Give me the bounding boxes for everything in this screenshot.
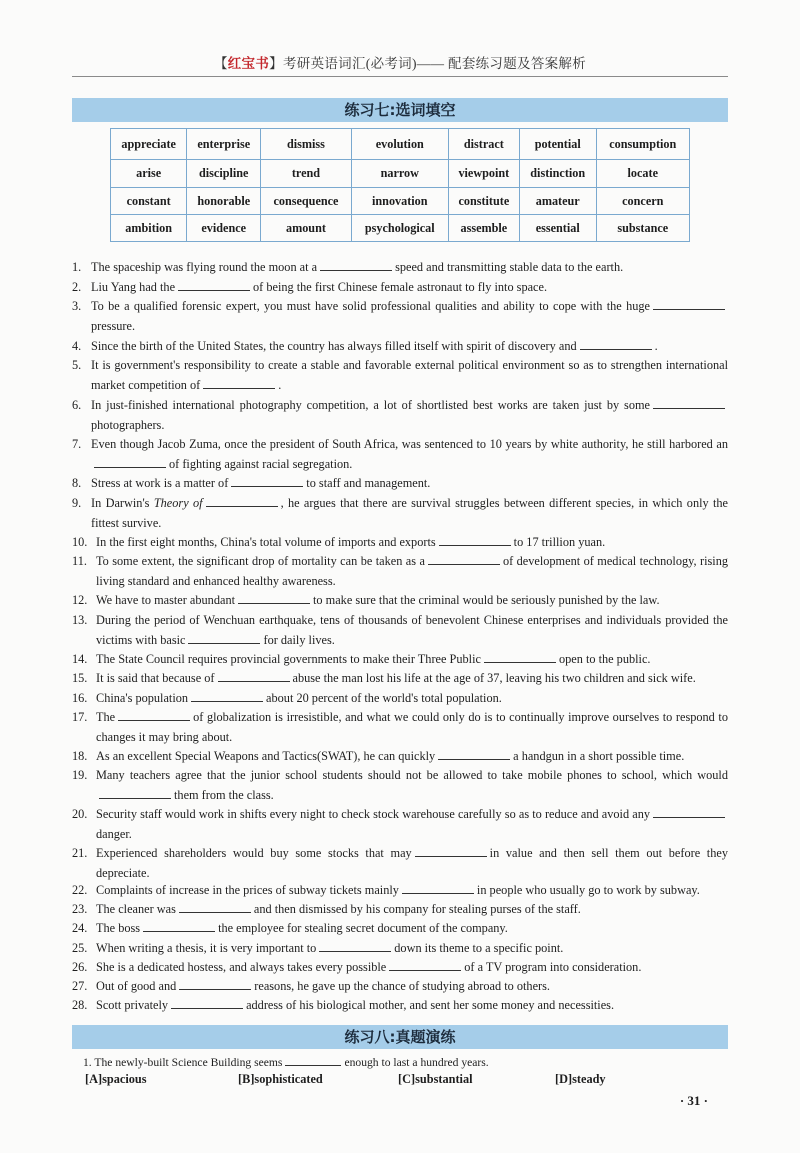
- answer-blank[interactable]: [415, 844, 487, 857]
- question-number: 6.: [72, 398, 82, 412]
- word-bank-cell: substance: [596, 215, 689, 242]
- word-bank-cell: evolution: [351, 129, 448, 160]
- question-item: 27. Out of good and reasons, he gave up the chance of studying abroad to others.: [72, 977, 728, 997]
- question-number: 11.: [72, 554, 87, 568]
- option-a[interactable]: [A]spacious: [85, 1072, 147, 1086]
- word-bank-cell: distract: [448, 129, 519, 160]
- word-bank-cell: concern: [596, 188, 689, 215]
- book-title: 【红宝书】考研英语词汇(必考词)—— 配套练习题及答案解析: [213, 56, 587, 71]
- question-item: 7. Even though Jacob Zuma, once the president of South Africa, was sentenced to 10 years by white authority, he still harbored anof fighting against racial segregation.: [72, 437, 728, 471]
- question-number: 22.: [72, 883, 88, 897]
- word-bank-row: [111, 160, 690, 188]
- brand-name: 红宝书: [227, 56, 270, 71]
- question-number: 9.: [72, 496, 82, 510]
- question-number: 24.: [72, 921, 88, 935]
- word-bank-cell: trend: [261, 160, 352, 188]
- question-item: 20. Security staff would work in shifts every night to check stock warehouse carefully so as to reduce and avoid anydanger.: [72, 805, 728, 844]
- question-item: 15. It is said that because of abuse the man lost his life at the age of 37, leaving his two children and sick wife.: [72, 669, 728, 689]
- answer-blank[interactable]: [438, 747, 510, 760]
- question-item: 28. Scott privately address of his biological mother, and sent her some money and necessities.: [72, 996, 728, 1016]
- question-item: 6. In just-finished international photography competition, a lot of shortlisted best works are taken just by somephotographers.: [72, 396, 728, 435]
- word-bank-row: [111, 188, 690, 215]
- answer-blank[interactable]: [285, 1053, 341, 1066]
- question-number: 26.: [72, 960, 88, 974]
- answer-blank[interactable]: [653, 805, 725, 818]
- question-number: 14.: [72, 652, 88, 666]
- question-number: 12.: [72, 593, 88, 607]
- answer-blank[interactable]: [206, 494, 278, 507]
- question-item: 19. Many teachers agree that the junior school students should not be allowed to take mobile phones to school, which wouldthem from the class.: [72, 768, 728, 802]
- question-item: 22. Complaints of increase in the prices of subway tickets mainly in people who usually go to work by subway.: [72, 881, 728, 901]
- question-item: 17. The of globalization is irresistible, and what we could only do is to continually improve ourselves to respond to changes it may bring about.: [72, 710, 728, 744]
- word-bank-cell: distinction: [519, 160, 596, 188]
- question-number: 13.: [72, 613, 88, 627]
- word-bank-table: [110, 128, 690, 242]
- question-item: 23. The cleaner was and then dismissed by his company for stealing purses of the staff.: [72, 900, 728, 920]
- question-item: 12. We have to master abundant to make sure that the criminal would be seriously punished by the law.: [72, 591, 728, 611]
- question-item: 2. Liu Yang had the of being the first Chinese female astronaut to fly into space.: [72, 278, 728, 298]
- answer-blank[interactable]: [319, 939, 391, 952]
- option-d[interactable]: [D]steady: [555, 1072, 606, 1086]
- question-number: 27.: [72, 979, 88, 993]
- word-bank-cell: evidence: [187, 215, 261, 242]
- word-bank-cell: discipline: [187, 160, 261, 188]
- answer-blank[interactable]: [428, 552, 500, 565]
- word-bank-cell: honorable: [187, 188, 261, 215]
- answer-blank[interactable]: [179, 900, 251, 913]
- answer-blank[interactable]: [143, 919, 215, 932]
- word-bank-cell: constitute: [448, 188, 519, 215]
- question-item: 25. When writing a thesis, it is very important to down its theme to a specific point.: [72, 939, 728, 959]
- question-item: 26. She is a dedicated hostess, and always takes every possible of a TV program into consideration.: [72, 958, 728, 978]
- question-item: 1. The spaceship was flying round the moon at a speed and transmitting stable data to the earth.: [72, 258, 728, 278]
- answer-blank[interactable]: [218, 669, 290, 682]
- question-number: 10.: [72, 535, 88, 549]
- answer-blank[interactable]: [484, 650, 556, 663]
- question-number: 4.: [72, 339, 82, 353]
- question-number: 15.: [72, 671, 88, 685]
- question-number: 17.: [72, 710, 88, 724]
- word-bank-cell: psychological: [351, 215, 448, 242]
- answer-blank[interactable]: [402, 881, 474, 894]
- word-bank-cell: consumption: [596, 129, 689, 160]
- page-number: · 31 ·: [679, 1093, 708, 1108]
- question-item: 10. In the first eight months, China's total volume of imports and exports to 17 trillion yuan.: [72, 533, 728, 553]
- answer-blank[interactable]: [99, 786, 171, 799]
- question-item: 9. In Darwin's Theory of , he argues that there are survival struggles between different species, in which only the fittest survive.: [72, 496, 729, 530]
- question-number: 19.: [72, 768, 88, 782]
- word-bank-cell: appreciate: [111, 129, 187, 160]
- word-bank-row: [111, 215, 690, 242]
- header-rule: [72, 76, 728, 77]
- answer-blank[interactable]: [389, 958, 461, 971]
- question-item: 8. Stress at work is a matter of to staff and management.: [72, 474, 728, 494]
- word-bank-cell: assemble: [448, 215, 519, 242]
- answer-blank[interactable]: [94, 455, 166, 468]
- question-number: 28.: [72, 998, 88, 1012]
- question-item: 5. It is government's responsibility to create a stable and favorable external political environment so as to strengthen international market competition of .: [72, 358, 728, 392]
- word-bank-cell: innovation: [351, 188, 448, 215]
- question-number: 16.: [72, 691, 88, 705]
- answer-blank[interactable]: [231, 474, 303, 487]
- option-b[interactable]: [B]sophisticated: [238, 1072, 323, 1086]
- question-number: 2.: [72, 280, 82, 294]
- question-item: 4. Since the birth of the United States, the country has always filled itself with spirit of discovery and .: [72, 337, 728, 357]
- question-item: 21. Experienced shareholders would buy some stocks that may in value and then sell them out before they depreciate.: [72, 846, 728, 880]
- section-8-title: 练习八:真题演练: [72, 1025, 728, 1049]
- question-item: 18. As an excellent Special Weapons and Tactics(SWAT), he can quickly a handgun in a short possible time.: [72, 747, 728, 767]
- question-number: 21.: [72, 846, 88, 860]
- answer-blank[interactable]: [238, 591, 310, 604]
- word-bank-cell: narrow: [351, 160, 448, 188]
- word-bank-cell: dismiss: [261, 129, 352, 160]
- answer-blank[interactable]: [171, 996, 243, 1009]
- section-8-question: 1. The newly-built Science Building seems enough to last a hundred years.: [83, 1053, 728, 1069]
- question-number: 23.: [72, 902, 88, 916]
- answer-blank[interactable]: [178, 278, 250, 291]
- answer-blank[interactable]: [179, 977, 251, 990]
- answer-blank[interactable]: [203, 376, 275, 389]
- question-number: 20.: [72, 807, 88, 821]
- page-header: [0, 0, 800, 72]
- question-number: 7.: [72, 437, 82, 451]
- question-item: 16. China's population about 20 percent of the world's total population.: [72, 689, 728, 709]
- section-7-title: 练习七:选词填空: [72, 98, 728, 122]
- answer-blank[interactable]: [653, 297, 725, 310]
- question-number: 8.: [72, 476, 82, 490]
- question-item: 11. To some extent, the significant drop of mortality can be taken as a of development of medical technology, rising living standard and enhanced healthy awareness.: [72, 554, 728, 588]
- answer-blank[interactable]: [439, 533, 511, 546]
- question-item: 3. To be a qualified forensic expert, you must have solid professional qualities and ability to cope with the hugepressure.: [72, 297, 728, 336]
- question-number: 25.: [72, 941, 88, 955]
- word-bank-cell: locate: [596, 160, 689, 188]
- answer-blank[interactable]: [188, 631, 260, 644]
- word-bank-cell: amount: [261, 215, 352, 242]
- answer-blank[interactable]: [580, 337, 652, 350]
- question-item: 14. The State Council requires provincial governments to make their Three Public open to the public.: [72, 650, 728, 670]
- question-number: 3.: [72, 299, 82, 313]
- word-bank-cell: consequence: [261, 188, 352, 215]
- word-bank-cell: potential: [519, 129, 596, 160]
- question-number: 1.: [72, 260, 82, 274]
- answer-blank[interactable]: [320, 258, 392, 271]
- word-bank-cell: constant: [111, 188, 187, 215]
- option-c[interactable]: [C]substantial: [398, 1072, 473, 1086]
- question-number: 18.: [72, 749, 88, 763]
- word-bank-cell: arise: [111, 160, 187, 188]
- answer-blank[interactable]: [653, 396, 725, 409]
- answer-blank[interactable]: [118, 708, 190, 721]
- word-bank-row: [111, 129, 690, 160]
- word-bank-cell: viewpoint: [448, 160, 519, 188]
- word-bank-cell: amateur: [519, 188, 596, 215]
- word-bank-cell: ambition: [111, 215, 187, 242]
- answer-blank[interactable]: [191, 689, 263, 702]
- word-bank-cell: essential: [519, 215, 596, 242]
- question-item: 13. During the period of Wenchuan earthquake, tens of thousands of benevolent Chinese enterprises and individuals provided the victims with basic for daily lives.: [72, 613, 728, 647]
- question-number: 5.: [72, 358, 82, 372]
- word-bank-cell: enterprise: [187, 129, 261, 160]
- question-item: 24. The boss the employee for stealing secret document of the company.: [72, 919, 728, 939]
